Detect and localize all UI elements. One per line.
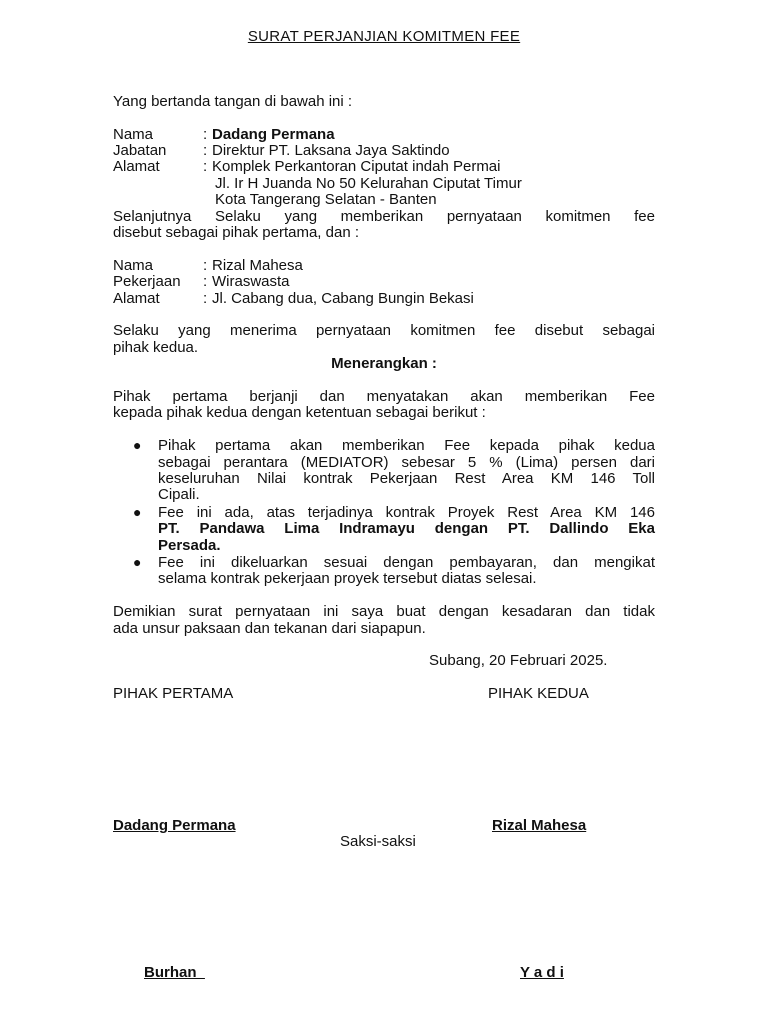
colon: : [203,126,208,143]
witness-label: Saksi-saksi [340,833,416,850]
party1-address-line3: Kota Tangerang Selatan - Banten [215,191,437,208]
bullet2-line3: Persada. [158,537,221,554]
bullet-dot-icon: ● [133,504,142,520]
party2-signature-name: Rizal Mahesa [492,817,587,834]
party2-signature-label: PIHAK KEDUA [488,685,589,702]
witness1-name: Burhan_ [144,964,205,981]
party2-statement-line1: Selaku yang menerima pernyataan komitmen fee disebut sebagai [113,322,655,339]
colon: : [203,142,208,159]
bullet3-line1: Fee ini dikeluarkan sesuai dengan pembayaran, dan mengikat [158,554,655,571]
party1-address-label: Alamat [113,158,160,175]
party1-statement-line1: Selanjutnya Selaku yang memberikan pernyataan komitmen fee [113,208,655,225]
colon: : [203,257,208,274]
party2-name-label: Nama [113,257,154,274]
colon: : [203,158,208,175]
party2-statement-line2: pihak kedua. [113,339,199,356]
colon: : [203,273,208,290]
bullet-dot-icon: ● [133,554,142,570]
party1-name-value: Dadang Permana [212,126,335,143]
bullet3-line2: selama kontrak pekerjaan proyek tersebut diatas selesai. [158,570,537,587]
terms-intro-line1: Pihak pertama berjanji dan menyatakan akan memberikan Fee [113,388,655,405]
bullet1-line3: keseluruhan Nilai kontrak Pekerjaan Rest Area KM 146 Toll [158,470,655,487]
party1-position-label: Jabatan [113,142,167,159]
bullet2-line1: Fee ini ada, atas terjadinya kontrak Proyek Rest Area KM 146 [158,504,655,521]
party2-job-value: Wiraswasta [212,273,290,290]
place-date: Subang, 20 Februari 2025. [429,652,608,669]
party1-address-line1: Komplek Perkantoran Ciputat indah Permai [212,158,501,175]
intro-text: Yang bertanda tangan di bawah ini : [113,93,353,110]
party2-address-value: Jl. Cabang dua, Cabang Bungin Bekasi [212,290,474,307]
bullet-dot-icon: ● [133,437,142,453]
closing-line2: ada unsur paksaan dan tekanan dari siapapun. [113,620,426,637]
party2-job-label: Pekerjaan [113,273,181,290]
colon: : [203,290,208,307]
bullet2-line2: PT. Pandawa Lima Indramayu dengan PT. Dallindo Eka [158,520,655,537]
bullet1-line2: sebagai perantara (MEDIATOR) sebesar 5 % (Lima) persen dari [158,454,655,471]
party1-position-value: Direktur PT. Laksana Jaya Saktindo [212,142,450,159]
witness2-name: Y a d i [520,964,564,981]
party2-address-label: Alamat [113,290,160,307]
terms-intro-line2: kepada pihak kedua dengan ketentuan sebagai berikut : [113,404,486,421]
bullet1-line1: Pihak pertama akan memberikan Fee kepada pihak kedua [158,437,655,454]
section-heading: Menerangkan : [331,355,437,372]
party1-name-label: Nama [113,126,154,143]
party2-name-value: Rizal Mahesa [212,257,303,274]
closing-line1: Demikian surat pernyataan ini saya buat dengan kesadaran dan tidak [113,603,655,620]
party1-signature-name: Dadang Permana [113,817,236,834]
party1-address-line2: Jl. Ir H Juanda No 50 Kelurahan Ciputat Timur [215,175,522,192]
party1-statement-line2: disebut sebagai pihak pertama, dan : [113,224,359,241]
bullet1-line4: Cipali. [158,486,200,503]
document-title: SURAT PERJANJIAN KOMITMEN FEE [247,28,521,45]
party1-signature-label: PIHAK PERTAMA [113,685,234,702]
